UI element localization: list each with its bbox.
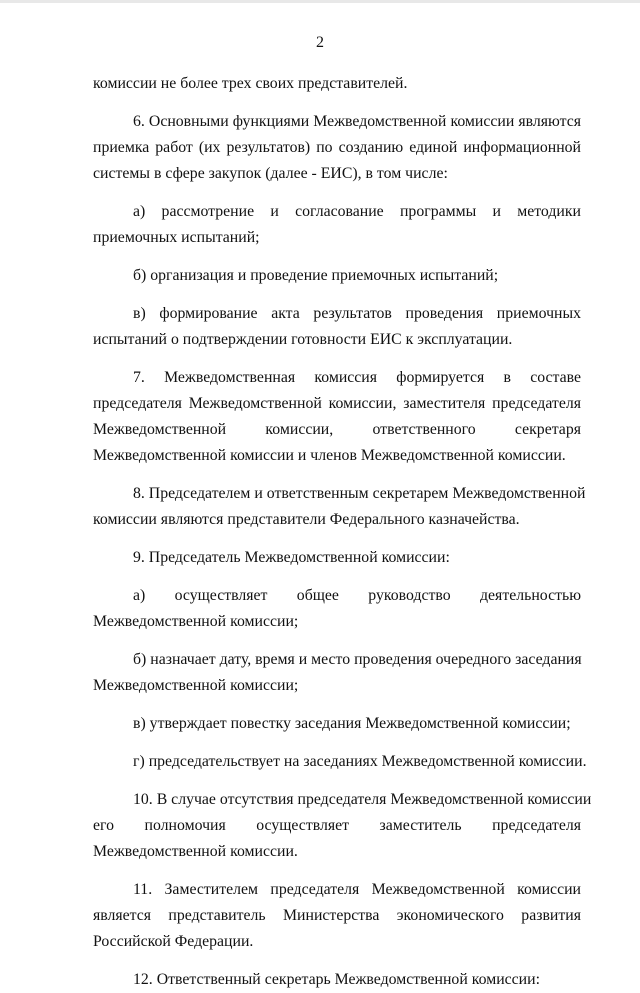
text-line: [93, 647, 581, 673]
text-line: б) организация и проведение приемочных испытаний;: [133, 267, 499, 284]
text-line: комиссии являются представители Федерального казначейства.: [93, 511, 520, 528]
text-line: [93, 417, 581, 443]
text-line-content: 11. Заместителем председателя Межведомственной комиссии: [133, 881, 581, 898]
paragraph-9d: [93, 749, 587, 775]
text-line: в) утверждает повестку заседания Межведомственной комиссии;: [133, 715, 571, 732]
paragraph-9b: [93, 647, 581, 699]
text-line-content: б) назначает дату, время и место проведения очередного заседания: [133, 651, 582, 668]
text-line: [93, 583, 581, 609]
text-line: Российской Федерации.: [93, 933, 254, 950]
text-line-content: а) осуществляет общее руководство деятельностью: [133, 587, 581, 604]
paragraph-6: [93, 109, 581, 187]
text-line: г) председательствует на заседаниях Межведомственной комиссии.: [133, 753, 587, 770]
text-line-content: его полномочия осуществляет заместитель председателя: [93, 817, 581, 834]
text-line: системы в сфере закупок (далее - ЕИС), в том числе:: [93, 165, 448, 182]
text-line: [93, 877, 581, 903]
text-line: Межведомственной комиссии.: [93, 843, 298, 860]
paragraph-11: [93, 877, 581, 955]
text-line: Межведомственной комиссии;: [93, 613, 299, 630]
text-line-content: в) формирование акта результатов проведения приемочных: [133, 305, 581, 322]
text-line: [93, 301, 581, 327]
document-body: [93, 71, 592, 993]
text-line-content: 6. Основными функциями Межведомственной комиссии являются: [133, 113, 581, 130]
text-line: [93, 365, 581, 391]
text-line: [93, 481, 586, 507]
paragraph-continuation: [93, 71, 581, 97]
text-line-content: Межведомственной комиссии, ответственного секретаря: [93, 421, 581, 438]
text-line: 12. Ответственный секретарь Межведомственной комиссии:: [133, 971, 540, 988]
text-line-content: а) рассмотрение и согласование программы и методики: [133, 203, 581, 220]
page-number: 2: [316, 34, 324, 51]
text-line: Межведомственной комиссии и членов Межведомственной комиссии.: [93, 447, 566, 464]
paragraph-9c: [93, 711, 581, 737]
paragraph-9a: [93, 583, 581, 635]
text-line: [93, 813, 581, 839]
text-line-content: 10. В случае отсутствия председателя Межведомственной комиссии: [133, 791, 592, 808]
scan-top-edge: [0, 0, 640, 3]
paragraph-10: [93, 787, 592, 865]
text-line-content: приемка работ (их результатов) по созданию единой информационной: [93, 139, 581, 156]
text-line: [93, 787, 592, 813]
text-line: 9. Председатель Межведомственной комиссии:: [133, 549, 450, 566]
text-line: приемочных испытаний;: [93, 229, 260, 246]
text-line-content: председателя Межведомственной комиссии, заместителя председателя: [93, 395, 581, 412]
text-line-content: является представитель Министерства экономического развития: [93, 907, 581, 924]
text-line: Межведомственной комиссии;: [93, 677, 299, 694]
paragraph-7: [93, 365, 581, 469]
text-line: [93, 199, 581, 225]
paragraph-6b: [93, 263, 581, 289]
paragraph-12: [93, 967, 581, 993]
paragraph-9: [93, 545, 581, 571]
paragraph-8: [93, 481, 586, 533]
text-line: [93, 135, 581, 161]
text-line-content: 8. Председателем и ответственным секретарем Межведомственной: [133, 485, 586, 502]
paragraph-6c: [93, 301, 581, 353]
text-line-content: 7. Межведомственная комиссия формируется в составе: [133, 369, 581, 386]
text-line: испытаний о подтверждении готовности ЕИС к эксплуатации.: [93, 331, 513, 348]
paragraph-6a: [93, 199, 581, 251]
text-line: [93, 391, 581, 417]
text-line: [93, 903, 581, 929]
text-line: комиссии не более трех своих представителей.: [93, 75, 408, 92]
text-line: [93, 109, 581, 135]
